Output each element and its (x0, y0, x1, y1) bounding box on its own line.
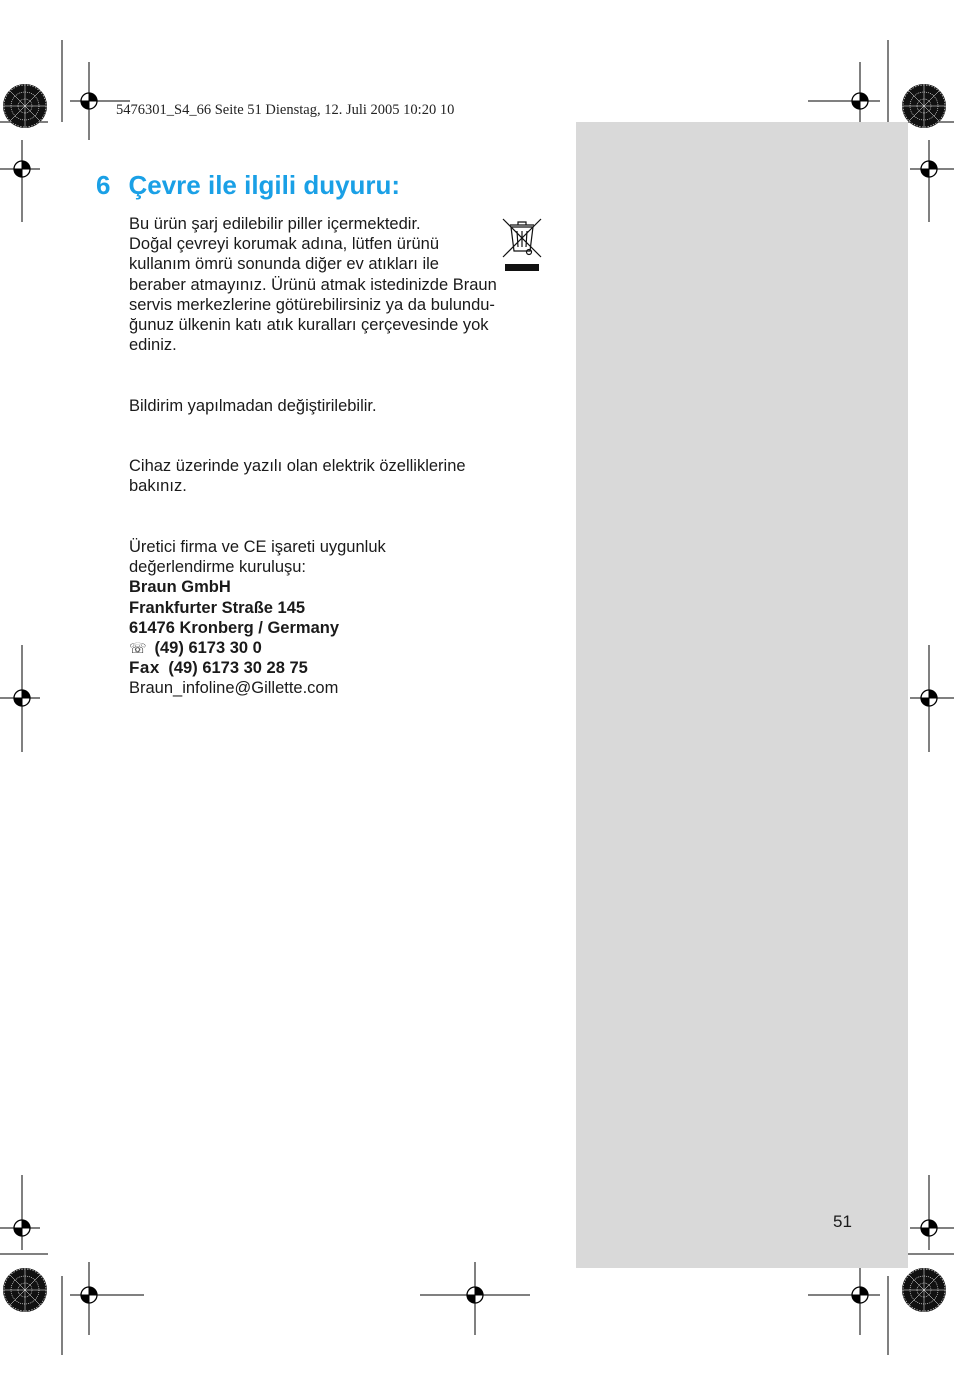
electrical-paragraph (129, 456, 466, 496)
phone-line (129, 638, 386, 658)
fax-number: (49) 6173 30 28 75 (168, 659, 308, 678)
email-address: Braun_infoline@Gillette.com (129, 679, 339, 698)
crossed-bin-icon (502, 217, 542, 273)
text-line: Üretici firma ve CE işareti uygunluk (129, 538, 386, 556)
text-line: Cihaz üzerinde yazılı olan elektrik özelliklerine (129, 457, 466, 475)
page-number: 51 (833, 1212, 852, 1231)
company-name: Braun GmbH (129, 578, 231, 597)
fax-label: Fax (129, 658, 160, 678)
text-line: servis merkezlerine götürebilirsiniz ya da bulundu- (129, 295, 495, 314)
text-line: ediniz. (129, 336, 177, 355)
text-line: bakınız. (129, 477, 187, 496)
section-number: 6 (96, 170, 111, 200)
notice-paragraph (129, 396, 377, 416)
notice-text: Bildirim yapılmadan değiştirilebilir. (129, 397, 377, 415)
text-line: değerlendirme kuruluşu: (129, 558, 307, 577)
text-line: kullanım ömrü sonunda diğer ev atıkları ile (129, 255, 439, 274)
side-panel (576, 122, 908, 1268)
text-line: Bu ürün şarj edilebilir piller içermektedir. (129, 215, 421, 233)
street-address: Frankfurter Straße 145 (129, 598, 306, 617)
manufacturer-block (129, 537, 386, 699)
phone-number: (49) 6173 30 0 (154, 639, 262, 658)
print-slug: 5476301_S4_66 Seite 51 Dienstag, 12. Juli 2005 10:20 10 (116, 102, 455, 118)
text-line: Doğal çevreyi korumak adına, lütfen ürünü (129, 235, 440, 254)
text-line: ğunuz ülkenin katı atık kuralları çerçevesinde yok (129, 316, 489, 335)
section-heading (96, 170, 400, 201)
city-address: 61476 Kronberg / Germany (129, 618, 340, 637)
text-line: beraber atmayınız. Ürünü atmak istedinizde Braun (129, 275, 497, 294)
telephone-icon: ☏ (129, 640, 147, 657)
environment-paragraph (129, 214, 497, 355)
fax-line (129, 658, 386, 678)
section-title: Çevre ile ilgili duyuru: (128, 170, 401, 200)
